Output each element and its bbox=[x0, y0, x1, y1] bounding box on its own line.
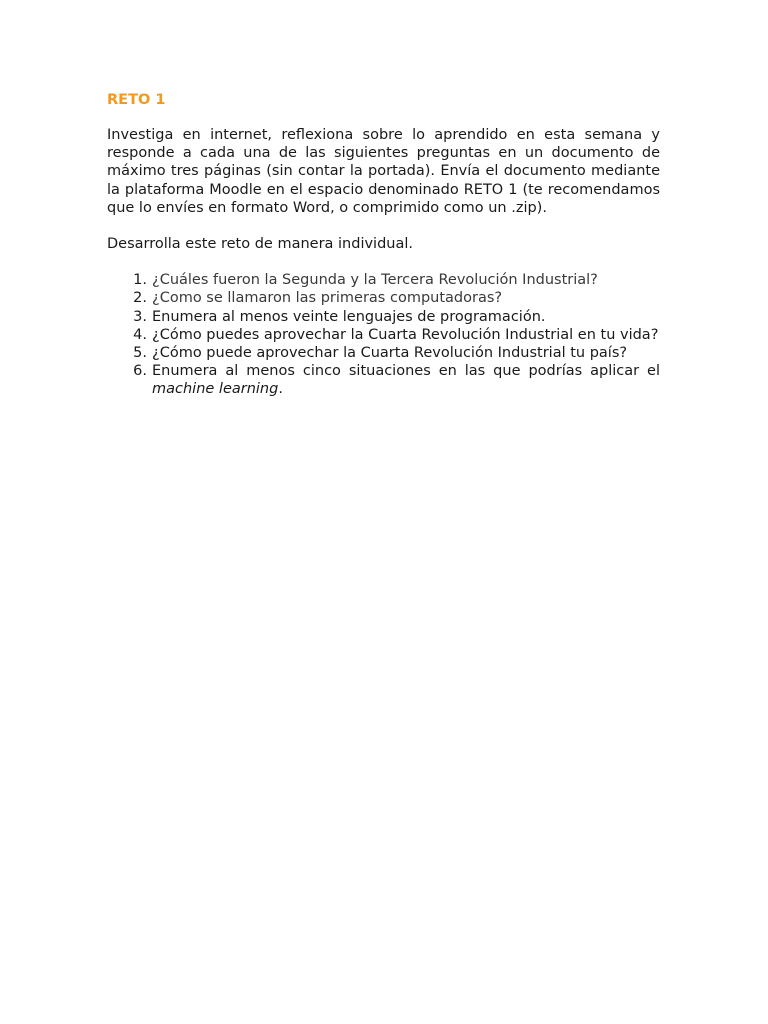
question-text: ¿Cómo puede aprovechar la Cuarta Revolución Industrial tu país? bbox=[152, 345, 628, 362]
question-number: 1. bbox=[133, 272, 147, 289]
document-title: RETO 1 bbox=[107, 92, 166, 108]
question-item-5 bbox=[107, 344, 660, 362]
document-page bbox=[107, 90, 660, 399]
question-text: ¿Cuáles fueron la Segunda y la Tercera Revolución Industrial? bbox=[152, 272, 598, 289]
question-text bbox=[152, 363, 660, 397]
question-number: 4. bbox=[133, 326, 147, 343]
intro-paragraph: Investiga en internet, reflexiona sobre lo aprendido en esta semana y responde a cada una de las siguientes preguntas en un documento de máximo tres páginas (sin contar la portada). Envía el documento mediante la plataforma Moodle en el espacio denominado RETO 1 (te recomendamos que lo envíes en formato Word, o comprimido como un .zip). bbox=[107, 127, 660, 216]
question-item-2 bbox=[107, 289, 660, 307]
question-number: 3. bbox=[133, 308, 147, 325]
question-text-lead: Enumera al menos cinco situaciones en las que podrías aplicar el bbox=[152, 363, 660, 380]
question-text: ¿Cómo puedes aprovechar la Cuarta Revolución Industrial en tu vida? bbox=[152, 326, 659, 343]
question-number: 6. bbox=[133, 363, 147, 380]
question-suffix: . bbox=[278, 381, 283, 398]
question-list bbox=[107, 271, 660, 398]
question-item-6 bbox=[107, 362, 660, 398]
question-emphasis: machine learning bbox=[152, 381, 279, 398]
question-item-1 bbox=[107, 271, 660, 289]
instruction-paragraph: Desarrolla este reto de manera individual. bbox=[107, 236, 414, 253]
question-number: 2. bbox=[133, 290, 147, 307]
question-number: 5. bbox=[133, 345, 147, 362]
question-item-4 bbox=[107, 326, 660, 344]
question-text: ¿Como se llamaron las primeras computadoras? bbox=[152, 290, 503, 307]
question-item-3 bbox=[107, 308, 660, 326]
question-text: Enumera al menos veinte lenguajes de programación. bbox=[152, 308, 546, 325]
